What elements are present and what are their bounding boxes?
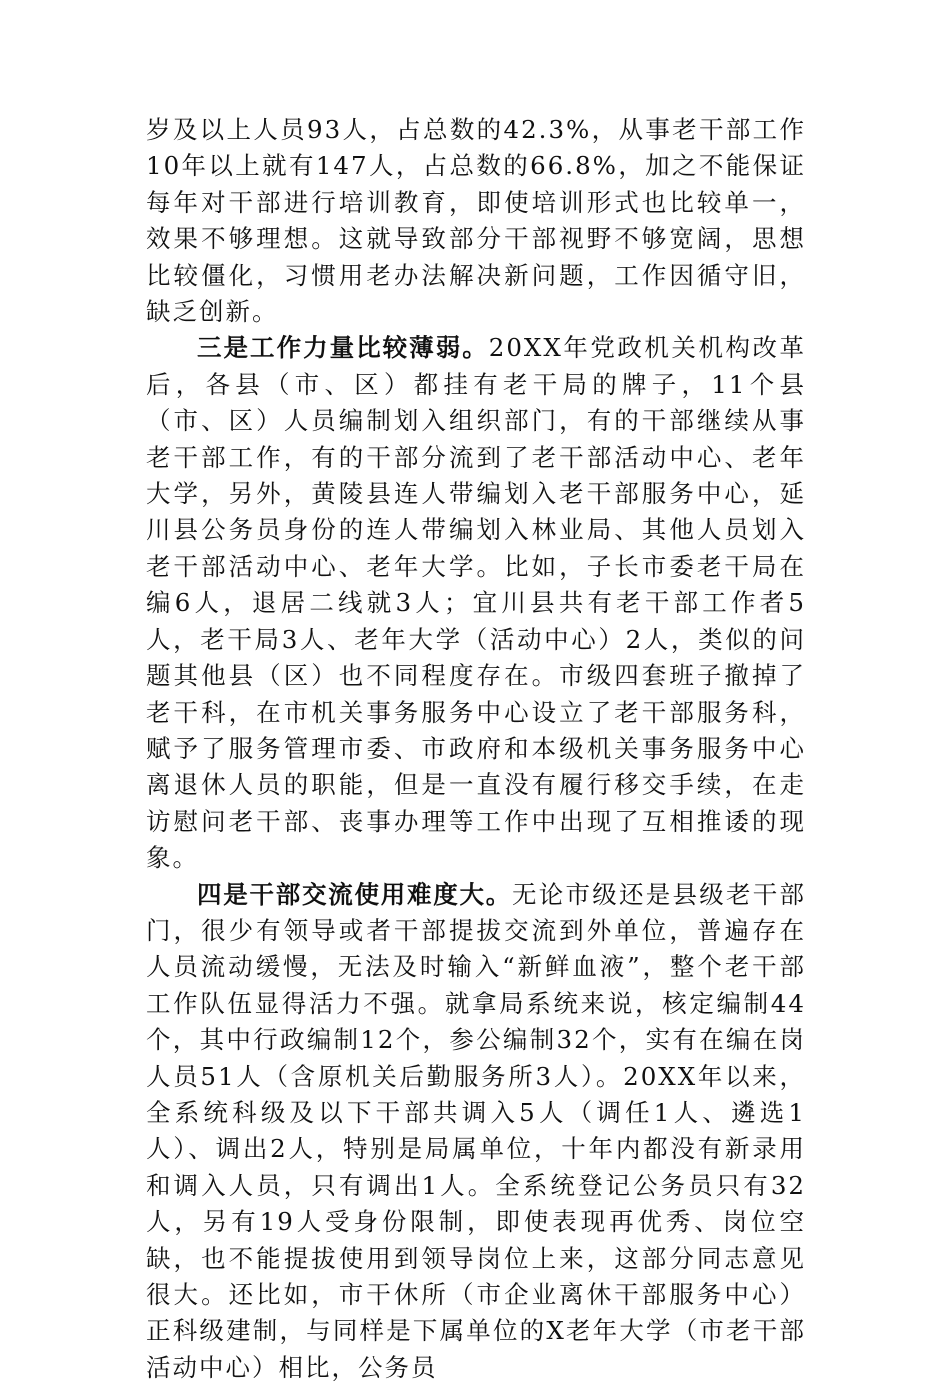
paragraph-work-force (146, 330, 806, 876)
paragraph-cadre-exchange (146, 877, 806, 1386)
document-body (146, 112, 806, 1386)
paragraph-continuation (146, 112, 806, 330)
paragraph-text: 岁及以上人员93人，占总数的42.3%，从事老干部工作10年以上就有147人，占总数的66.8%，加之不能保证每年对干部进行培训教育，即使培训形式也比较单一，效果不够理想。这就导致部分干部视野不够宽阔，思想比较僵化，习惯用老办法解决新问题，工作因循守旧，缺乏创新。 (146, 115, 806, 327)
paragraph-heading: 四是干部交流使用难度大。 (197, 879, 512, 909)
paragraph-heading: 三是工作力量比较薄弱。 (197, 333, 489, 363)
paragraph-text: 无论市级还是县级老干部门，很少有领导或者干部提拔交流到外单位，普遍存在人员流动缓慢，无法及时输入“新鲜血液”，整个老干部工作队伍显得活力不强。就拿局系统来说，核定编制44个，其中行政编制12个，参公编制32个，实有在编在岗人员51人（含原机关后勤服务所3人）。20XX年以来，全系统科级及以下干部共调入5人（调任1人、遴选1人）、调出2人，特别是局属单位，十年内都没有新录用和调入人员，只有调出1人。全系统登记公务员只有32人，另有19人受身份限制，即使表现再优秀、岗位空缺，也不能提拔使用到领导岗位上来，这部分同志意见很大。还比如，市干休所（市企业离休干部服务中心）正科级建制，与同样是下属单位的X老年大学（市老干部活动中心）相比，公务员 (146, 879, 806, 1382)
paragraph-text: 20XX年党政机关机构改革后，各县（市、区）都挂有老干局的牌子，11个县（市、区）人员编制划入组织部门，有的干部继续从事老干部工作，有的干部分流到了老干部活动中心、老年大学，另外，黄陵县连人带编划入老干部服务中心，延川县公务员身份的连人带编划入林业局、其他人员划入老干部活动中心、老年大学。比如，子长市委老干局在编6人，退居二线就3人；宜川县共有老干部工作者5人，老干局3人、老年大学（活动中心）2人，类似的问题其他县（区）也不同程度存在。市级四套班子撤掉了老干科，在市机关事务服务中心设立了老干部服务科，赋予了服务管理市委、市政府和本级机关事务服务中心离退休人员的职能，但是一直没有履行移交手续，在走访慰问老干部、丧事办理等工作中出现了互相推诿的现象。 (146, 333, 807, 873)
